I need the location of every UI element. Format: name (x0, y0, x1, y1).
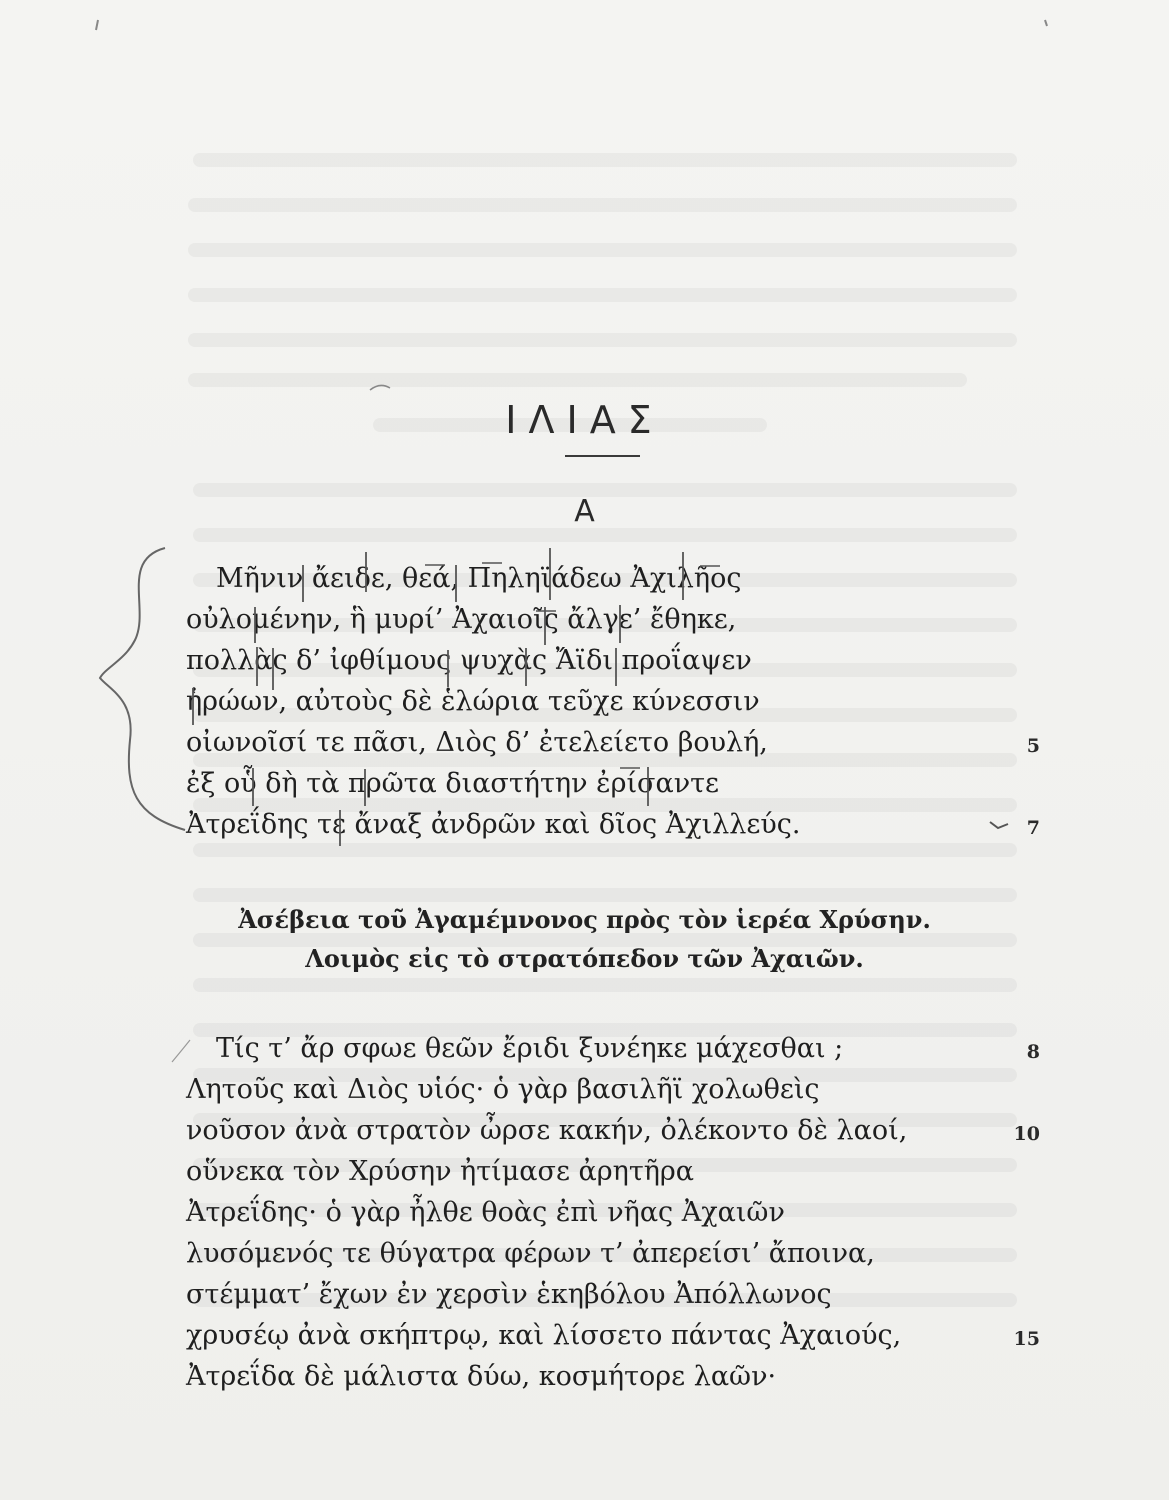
verse-line: νοῦσον ἀνὰ στρατὸν ὦρσε κακήν, ὀλέκοντο δὲ λαοί, (186, 1115, 908, 1146)
verse-line: Τίς τ’ ἄρ σφωε θεῶν ἔριδι ξυνέηκε μάχεσθαι ; (216, 1033, 844, 1064)
document-title: ΙΛΙΑΣ (505, 398, 664, 442)
line-number: 8 (1026, 1041, 1040, 1063)
line-number: 5 (1026, 735, 1040, 757)
line-number: 10 (1013, 1123, 1040, 1145)
verse-line: οὕνεκα τὸν Χρύσην ἠτίμασε ἀρητῆρα (186, 1156, 695, 1187)
verse-line: οὐλομένην, ἣ μυρί’ Ἀχαιοῖς ἄλγε’ ἔθηκε, (186, 604, 737, 635)
book-letter: Α (574, 494, 595, 529)
verse-line: Ἀτρεΐδης τε ἄναξ ἀνδρῶν καὶ δῖος Ἀχιλλεύς. (186, 809, 801, 840)
curly-brace-mark (100, 548, 185, 830)
section-heading-line-2: Λοιμὸς εἰς τὸ στρατόπεδον τῶν Ἀχαιῶν. (305, 944, 864, 973)
verse-line: Μῆνιν ἄειδε, θεά, Πηληϊάδεω Ἀχιλῆος (216, 563, 742, 594)
title-underline (565, 455, 640, 457)
section-heading-line-1: Ἀσέβεια τοῦ Ἀγαμέμνονος πρὸς τὸν ἱερέα Χρύσην. (238, 905, 931, 934)
verse-line: Ἀτρεΐδα δὲ μάλιστα δύω, κοσμήτορε λαῶν· (186, 1361, 777, 1392)
verse-line: πολλὰς δ’ ἰφθίμους ψυχὰς Ἄϊδι προΐαψεν (186, 645, 752, 676)
verse-line: ἐξ οὗ δὴ τὰ πρῶτα διαστήτην ἐρίσαντε (186, 768, 720, 799)
verse-line: οἰωνοῖσί τε πᾶσι, Διὸς δ’ ἐτελείετο βουλή, (186, 727, 768, 758)
verse-line: Λητοῦς καὶ Διὸς υἱός· ὁ γὰρ βασιλῆϊ χολωθεὶς (186, 1074, 820, 1105)
line-number: 7 (1026, 817, 1040, 839)
verse-line: λυσόμενός τε θύγατρα φέρων τ’ ἀπερείσι’ ἄποινα, (186, 1238, 875, 1269)
verse-line: ἡρώων, αὐτοὺς δὲ ἑλώρια τεῦχε κύνεσσιν (186, 686, 760, 717)
line-number: 15 (1013, 1328, 1040, 1350)
verse-line: Ἀτρεΐδης· ὁ γὰρ ἦλθε θοὰς ἐπὶ νῆας Ἀχαιῶν (186, 1197, 785, 1228)
verse-line: χρυσέῳ ἀνὰ σκήπτρῳ, καὶ λίσσετο πάντας Ἀχαιούς, (186, 1320, 902, 1351)
verse-line: στέμματ’ ἔχων ἐν χερσὶν ἑκηβόλου Ἀπόλλωνος (186, 1279, 832, 1310)
